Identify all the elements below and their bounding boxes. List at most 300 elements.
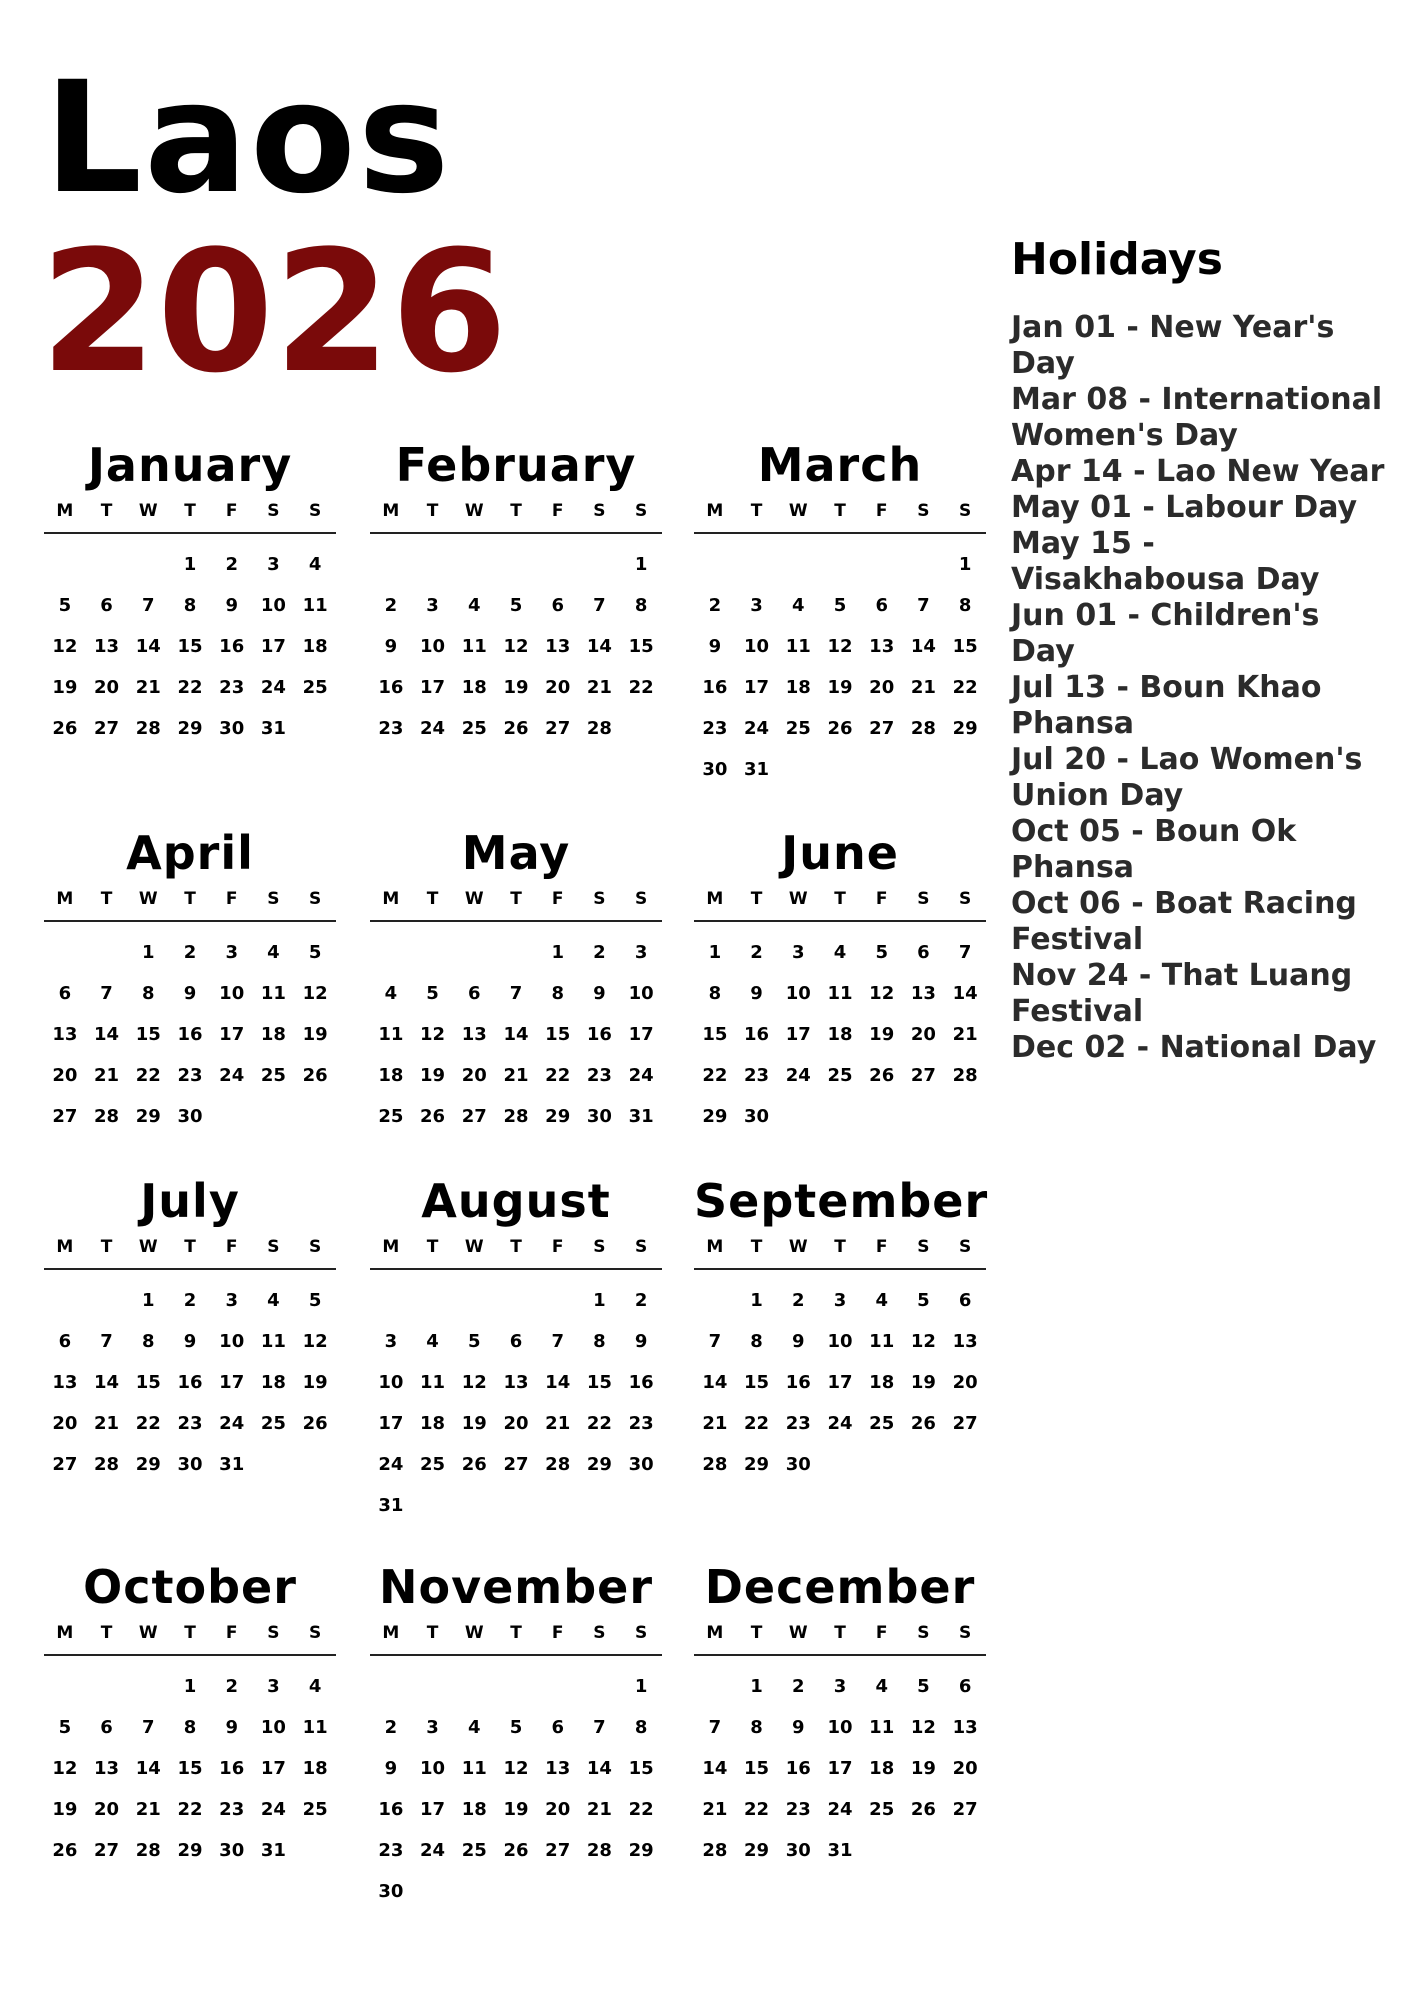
day-cell: 19 <box>827 677 853 698</box>
day-cell <box>86 544 128 585</box>
day-grid <box>694 544 986 790</box>
weekday-label: M <box>706 1623 724 1643</box>
day-cell: 9 <box>384 1758 398 1779</box>
day-cell <box>370 1666 412 1707</box>
month-name: October <box>83 1560 297 1614</box>
weekday-label: S <box>959 501 972 521</box>
day-cell: 27 <box>869 718 895 739</box>
day-cell: 31 <box>260 718 286 739</box>
day-cell: 30 <box>177 1106 203 1127</box>
day-cell: 8 <box>142 1331 155 1352</box>
day-cell: 23 <box>785 1799 811 1820</box>
day-cell: 3 <box>384 1331 398 1352</box>
day-cell: 2 <box>708 595 722 616</box>
day-cell: 23 <box>785 1413 811 1434</box>
day-cell: 1 <box>183 554 197 575</box>
day-cell: 17 <box>827 1758 853 1779</box>
day-cell: 6 <box>100 595 113 616</box>
day-cell: 18 <box>302 636 328 657</box>
day-cell <box>453 1871 495 1912</box>
day-cell: 23 <box>702 718 728 739</box>
weekday-label: T <box>834 1237 846 1257</box>
day-cell: 26 <box>869 1065 895 1086</box>
day-cell: 28 <box>952 1065 978 1086</box>
day-cell: 31 <box>628 1106 654 1127</box>
day-cell: 3 <box>792 942 805 963</box>
holiday-list <box>1011 310 1391 1066</box>
day-cell: 19 <box>910 1758 936 1779</box>
day-cell: 24 <box>744 718 770 739</box>
weekday-label: S <box>917 1237 930 1257</box>
weekday-label: S <box>635 1623 648 1643</box>
day-cell <box>537 544 579 585</box>
day-cell <box>370 932 412 973</box>
weekday-label: S <box>635 501 648 521</box>
day-cell: 28 <box>586 1840 612 1861</box>
day-cell: 27 <box>545 1840 571 1861</box>
day-cell <box>453 1666 495 1707</box>
holiday-item: May 15 - Visakhabousa Day <box>1011 526 1320 597</box>
day-cell: 19 <box>461 1413 487 1434</box>
day-cell: 21 <box>702 1413 728 1434</box>
month-may <box>370 822 662 1137</box>
day-cell: 16 <box>586 1024 612 1045</box>
day-cell: 9 <box>384 636 398 657</box>
day-cell: 19 <box>503 1799 529 1820</box>
day-cell: 31 <box>827 1840 853 1861</box>
month-november <box>370 1556 662 1912</box>
weekday-label: S <box>917 501 930 521</box>
day-cell: 20 <box>869 677 895 698</box>
day-cell: 23 <box>177 1413 203 1434</box>
day-cell <box>412 1871 454 1912</box>
weekday-label: S <box>959 1623 972 1643</box>
day-cell <box>861 1444 903 1485</box>
weekday-label: T <box>750 1237 763 1257</box>
weekday-label: T <box>426 1237 439 1257</box>
day-cell: 3 <box>833 1290 847 1311</box>
day-cell: 16 <box>378 677 404 698</box>
day-cell: 14 <box>910 636 936 657</box>
day-cell: 27 <box>910 1065 936 1086</box>
weekday-label: S <box>593 1237 606 1257</box>
day-cell: 18 <box>869 1758 895 1779</box>
day-cell: 15 <box>744 1758 770 1779</box>
day-cell: 1 <box>551 942 564 963</box>
day-cell: 15 <box>628 1758 654 1779</box>
day-cell <box>44 1666 86 1707</box>
day-cell: 30 <box>785 1454 811 1475</box>
day-cell: 23 <box>744 1065 770 1086</box>
month-name: August <box>421 1174 611 1228</box>
weekday-label: T <box>750 889 763 909</box>
day-cell <box>44 932 86 973</box>
day-cell: 3 <box>426 1717 439 1738</box>
day-cell: 26 <box>503 718 529 739</box>
weekday-label: F <box>551 1623 564 1643</box>
holidays-panel <box>1011 232 1391 1066</box>
day-cell: 1 <box>593 1290 606 1311</box>
day-cell: 4 <box>468 595 481 616</box>
weekday-label: S <box>267 1623 280 1643</box>
weekday-label: T <box>510 889 522 909</box>
month-july <box>44 1170 336 1485</box>
day-cell: 15 <box>702 1024 728 1045</box>
weekday-label: T <box>100 1623 113 1643</box>
day-cell: 12 <box>827 636 853 657</box>
month-name: January <box>87 438 293 492</box>
day-cell: 30 <box>744 1106 770 1127</box>
day-cell <box>253 1096 295 1137</box>
day-cell: 22 <box>586 1413 612 1434</box>
day-cell <box>412 1485 454 1526</box>
day-cell: 26 <box>827 718 853 739</box>
day-cell: 10 <box>260 595 286 616</box>
day-cell: 5 <box>917 1676 930 1697</box>
weekday-label: S <box>267 501 280 521</box>
day-cell: 16 <box>378 1799 404 1820</box>
day-cell: 15 <box>628 636 654 657</box>
day-cell: 30 <box>219 1840 245 1861</box>
day-cell: 10 <box>219 983 245 1004</box>
day-cell: 13 <box>52 1372 78 1393</box>
day-cell: 29 <box>702 1106 728 1127</box>
day-cell: 18 <box>785 677 811 698</box>
day-cell: 25 <box>827 1065 853 1086</box>
day-cell: 19 <box>52 677 78 698</box>
day-cell: 2 <box>384 1717 398 1738</box>
day-cell <box>579 1666 621 1707</box>
day-cell: 8 <box>634 1717 648 1738</box>
day-grid <box>694 1666 986 1871</box>
weekday-label: S <box>959 1237 972 1257</box>
day-cell: 23 <box>378 1840 404 1861</box>
weekday-label: M <box>382 889 400 909</box>
day-cell: 21 <box>135 677 161 698</box>
day-cell <box>736 544 778 585</box>
day-cell <box>495 1871 537 1912</box>
day-cell: 8 <box>958 595 972 616</box>
day-cell <box>620 708 662 749</box>
day-cell <box>579 1871 621 1912</box>
day-cell: 27 <box>952 1413 978 1434</box>
weekday-label: S <box>309 889 322 909</box>
day-cell: 4 <box>468 1717 481 1738</box>
day-cell <box>370 1280 412 1321</box>
day-cell <box>944 1444 986 1485</box>
day-cell <box>861 544 903 585</box>
holiday-item: Jun 01 - Children's Day <box>1011 598 1320 669</box>
holiday-item: Jul 20 - Lao Women's Union Day <box>1011 742 1363 813</box>
day-cell: 14 <box>702 1758 728 1779</box>
weekday-header-row <box>370 1236 662 1270</box>
day-cell <box>44 544 86 585</box>
weekday-label: F <box>551 889 564 909</box>
day-cell: 17 <box>260 1758 286 1779</box>
day-cell: 31 <box>378 1495 404 1516</box>
day-cell: 11 <box>260 983 286 1004</box>
day-cell: 18 <box>260 1372 286 1393</box>
weekday-label: T <box>834 1623 846 1643</box>
weekday-label: W <box>138 501 158 521</box>
day-cell: 26 <box>910 1799 936 1820</box>
page-title-year: 2026 <box>40 214 508 410</box>
day-cell: 10 <box>420 636 446 657</box>
day-cell <box>495 544 537 585</box>
day-cell: 5 <box>917 1290 930 1311</box>
day-cell: 6 <box>468 983 481 1004</box>
weekday-label: T <box>100 1237 113 1257</box>
day-grid <box>370 932 662 1137</box>
day-cell: 12 <box>52 636 78 657</box>
day-cell <box>579 1485 621 1526</box>
day-cell: 12 <box>503 1758 529 1779</box>
day-cell: 14 <box>503 1024 529 1045</box>
day-cell <box>944 1096 986 1137</box>
day-cell <box>453 1485 495 1526</box>
day-cell: 8 <box>708 983 722 1004</box>
day-cell: 14 <box>135 1758 161 1779</box>
day-cell: 4 <box>426 1331 439 1352</box>
day-cell: 8 <box>750 1717 763 1738</box>
day-cell: 2 <box>750 942 763 963</box>
day-cell: 18 <box>378 1065 404 1086</box>
day-cell: 5 <box>875 942 888 963</box>
day-cell <box>127 1666 169 1707</box>
day-cell: 16 <box>219 1758 245 1779</box>
weekday-label: S <box>635 889 648 909</box>
month-march <box>694 434 986 790</box>
day-cell: 7 <box>593 1717 606 1738</box>
day-cell: 20 <box>910 1024 936 1045</box>
day-cell: 24 <box>785 1065 811 1086</box>
day-cell: 17 <box>219 1024 245 1045</box>
day-cell: 7 <box>708 1331 722 1352</box>
day-cell: 11 <box>260 1331 286 1352</box>
day-cell: 30 <box>219 718 245 739</box>
day-cell: 21 <box>586 677 612 698</box>
day-cell <box>412 1280 454 1321</box>
day-cell: 5 <box>58 1717 72 1738</box>
day-cell: 25 <box>302 677 328 698</box>
weekday-label: M <box>56 1623 74 1643</box>
day-cell: 2 <box>384 595 398 616</box>
day-cell: 14 <box>586 636 612 657</box>
day-cell: 9 <box>634 1331 648 1352</box>
day-cell: 28 <box>94 1454 120 1475</box>
day-cell: 11 <box>420 1372 446 1393</box>
day-cell: 10 <box>628 983 654 1004</box>
day-cell: 3 <box>267 1676 280 1697</box>
day-cell: 19 <box>52 1799 78 1820</box>
day-cell: 27 <box>952 1799 978 1820</box>
month-name: April <box>126 826 254 880</box>
day-cell: 26 <box>420 1106 446 1127</box>
day-cell: 8 <box>551 983 564 1004</box>
day-cell: 25 <box>378 1106 404 1127</box>
month-name: September <box>694 1174 989 1228</box>
day-cell: 10 <box>785 983 811 1004</box>
weekday-label: S <box>309 1623 322 1643</box>
day-cell: 29 <box>177 1840 203 1861</box>
day-cell: 8 <box>183 1717 197 1738</box>
day-grid <box>44 932 336 1137</box>
weekday-label: F <box>875 1623 888 1643</box>
day-cell: 1 <box>750 1290 763 1311</box>
weekday-label: T <box>750 501 763 521</box>
day-cell: 2 <box>634 1290 648 1311</box>
day-cell: 3 <box>833 1676 847 1697</box>
day-cell <box>294 1096 336 1137</box>
day-cell: 17 <box>219 1372 245 1393</box>
day-cell: 25 <box>260 1065 286 1086</box>
day-cell <box>370 544 412 585</box>
day-cell: 7 <box>958 942 972 963</box>
day-cell: 9 <box>225 1717 238 1738</box>
day-cell: 27 <box>503 1454 529 1475</box>
day-cell: 10 <box>378 1372 404 1393</box>
weekday-header-row <box>370 888 662 922</box>
day-cell: 28 <box>135 718 161 739</box>
day-cell: 21 <box>586 1799 612 1820</box>
day-cell: 17 <box>378 1413 404 1434</box>
day-cell: 13 <box>94 1758 120 1779</box>
day-cell: 22 <box>135 1413 161 1434</box>
day-cell <box>694 544 736 585</box>
day-cell: 5 <box>833 595 847 616</box>
day-cell: 4 <box>875 1290 888 1311</box>
day-cell: 14 <box>94 1024 120 1045</box>
day-cell: 27 <box>52 1106 78 1127</box>
day-cell: 7 <box>509 983 523 1004</box>
day-cell <box>412 1666 454 1707</box>
day-grid <box>694 932 986 1137</box>
day-cell <box>819 1096 861 1137</box>
weekday-label: F <box>225 1237 238 1257</box>
day-cell: 18 <box>827 1024 853 1045</box>
day-cell <box>777 1096 819 1137</box>
month-january <box>44 434 336 749</box>
holiday-item: Dec 02 - National Day <box>1011 1030 1377 1065</box>
day-cell: 29 <box>744 1454 770 1475</box>
day-cell: 29 <box>952 718 978 739</box>
weekday-label: T <box>426 1623 439 1643</box>
holidays-title: Holidays <box>1011 234 1223 285</box>
day-cell: 21 <box>94 1413 120 1434</box>
day-cell <box>777 749 819 790</box>
day-cell <box>537 1280 579 1321</box>
day-cell: 29 <box>545 1106 571 1127</box>
day-cell: 7 <box>100 983 113 1004</box>
day-cell: 25 <box>302 1799 328 1820</box>
day-cell: 11 <box>302 595 328 616</box>
day-cell: 3 <box>267 554 280 575</box>
day-cell <box>412 544 454 585</box>
weekday-label: T <box>510 1237 522 1257</box>
day-cell: 27 <box>94 718 120 739</box>
day-cell: 27 <box>461 1106 487 1127</box>
day-cell: 18 <box>420 1413 446 1434</box>
day-cell: 24 <box>260 677 286 698</box>
weekday-label: S <box>309 1237 322 1257</box>
weekday-label: T <box>184 1623 196 1643</box>
day-cell: 6 <box>551 1717 564 1738</box>
day-cell: 22 <box>952 677 978 698</box>
day-cell: 26 <box>461 1454 487 1475</box>
day-cell: 22 <box>744 1799 770 1820</box>
day-cell: 5 <box>468 1331 481 1352</box>
day-cell: 2 <box>792 1290 805 1311</box>
day-cell: 26 <box>503 1840 529 1861</box>
day-cell <box>453 932 495 973</box>
weekday-label: T <box>750 1623 763 1643</box>
day-cell: 29 <box>177 718 203 739</box>
day-cell: 2 <box>792 1676 805 1697</box>
day-cell: 5 <box>58 595 72 616</box>
day-cell: 17 <box>260 636 286 657</box>
day-cell: 8 <box>593 1331 606 1352</box>
day-cell: 14 <box>702 1372 728 1393</box>
day-cell: 4 <box>308 1676 322 1697</box>
day-cell: 13 <box>952 1331 978 1352</box>
day-cell: 7 <box>551 1331 564 1352</box>
day-cell: 9 <box>750 983 763 1004</box>
day-cell: 28 <box>135 1840 161 1861</box>
weekday-label: W <box>464 1237 484 1257</box>
weekday-label: T <box>510 501 522 521</box>
day-cell: 5 <box>308 1290 322 1311</box>
day-cell: 12 <box>52 1758 78 1779</box>
day-cell <box>44 1280 86 1321</box>
day-cell: 24 <box>219 1413 245 1434</box>
day-cell: 25 <box>785 718 811 739</box>
day-cell: 20 <box>545 1799 571 1820</box>
weekday-header-row <box>370 500 662 534</box>
day-cell: 4 <box>267 1290 280 1311</box>
weekday-label: F <box>225 501 238 521</box>
day-cell: 5 <box>509 595 523 616</box>
weekday-header-row <box>694 1236 986 1270</box>
weekday-header-row <box>694 1622 986 1656</box>
day-cell <box>294 708 336 749</box>
day-cell <box>694 1280 736 1321</box>
day-cell: 18 <box>461 1799 487 1820</box>
weekday-label: M <box>382 501 400 521</box>
day-cell: 11 <box>869 1331 895 1352</box>
day-cell <box>861 749 903 790</box>
weekday-label: M <box>382 1237 400 1257</box>
day-cell: 4 <box>267 942 280 963</box>
day-cell: 26 <box>52 718 78 739</box>
weekday-label: F <box>551 501 564 521</box>
day-grid <box>44 544 336 749</box>
day-cell: 23 <box>219 1799 245 1820</box>
day-cell: 22 <box>628 1799 654 1820</box>
holiday-item: Apr 14 - Lao New Year <box>1011 454 1385 489</box>
weekday-label: W <box>138 1623 158 1643</box>
day-cell: 24 <box>420 718 446 739</box>
day-cell: 25 <box>420 1454 446 1475</box>
month-september <box>694 1170 989 1485</box>
day-cell <box>903 1830 945 1871</box>
day-grid <box>370 544 662 749</box>
day-cell: 20 <box>503 1413 529 1434</box>
day-cell: 2 <box>225 1676 238 1697</box>
day-cell <box>579 544 621 585</box>
day-cell: 20 <box>952 1372 978 1393</box>
day-cell <box>253 1444 295 1485</box>
day-cell: 10 <box>827 1717 853 1738</box>
